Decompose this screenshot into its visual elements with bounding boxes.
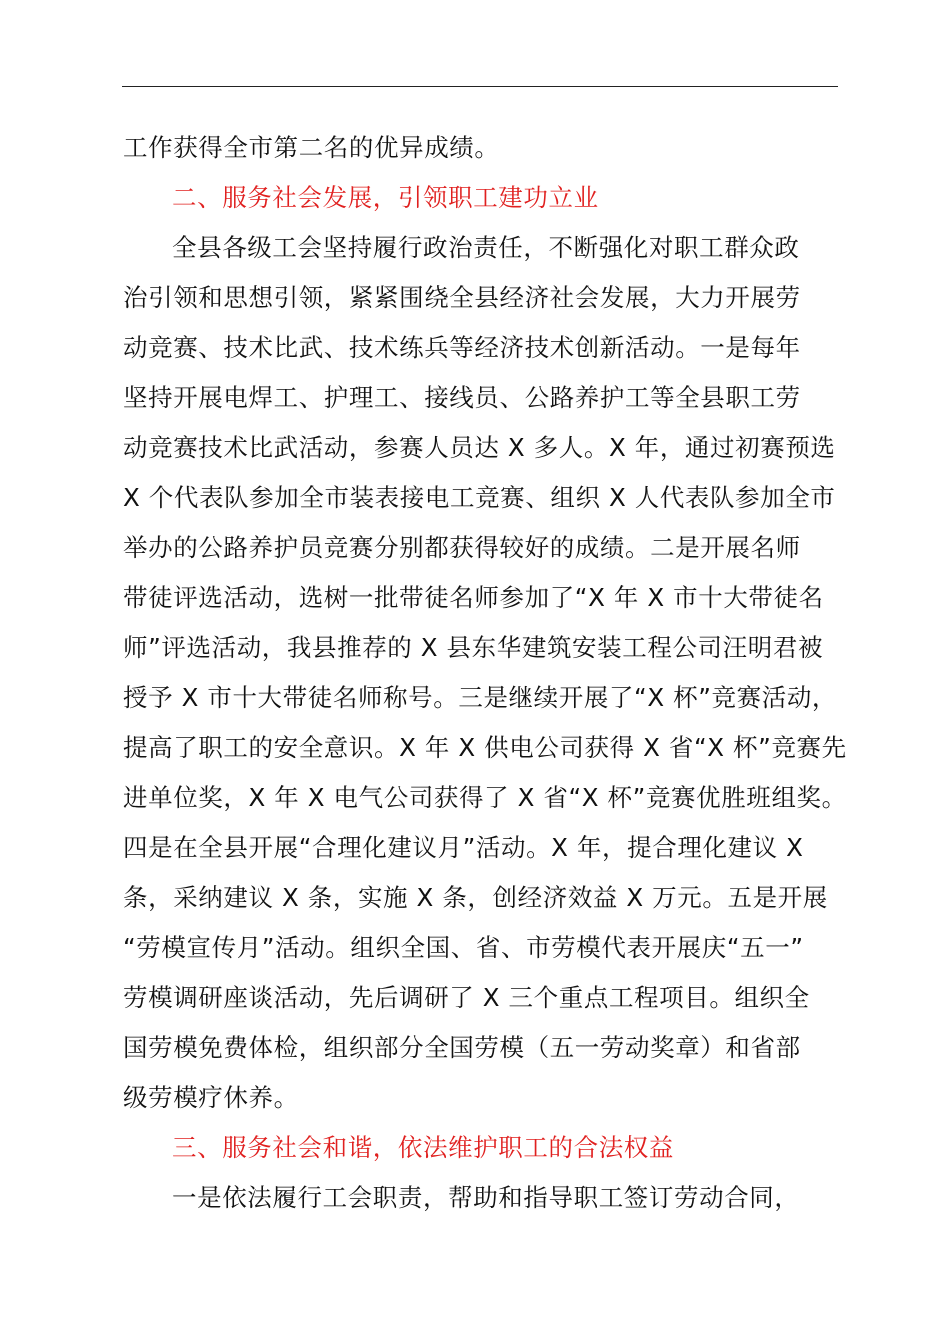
paragraph-line: X 个代表队参加全市装表接电工竞赛、组织 X 人代表队参加全市: [123, 483, 836, 512]
paragraph-line: 进单位奖，X 年 X 电气公司获得了 X 省“X 杯”竞赛优胜班组奖。: [123, 783, 847, 812]
paragraph-line: 坚持开展电焊工、护理工、接线员、公路养护工等全县职工劳: [123, 383, 801, 412]
paragraph-line: 带徒评选活动，选树一批带徒名师参加了“X 年 X 市十大带徒名: [123, 583, 824, 612]
paragraph-line: 条，采纳建议 X 条，实施 X 条，创经济效益 X 万元。五是开展: [123, 883, 828, 912]
section-heading-2: 二、服务社会发展，引领职工建功立业: [172, 183, 599, 212]
paragraph-line: 四是在全县开展“合理化建议月”活动。X 年，提合理化建议 X: [123, 833, 804, 862]
header-rule: [122, 86, 838, 87]
paragraph-line: 劳模调研座谈活动，先后调研了 X 三个重点工程项目。组织全: [123, 983, 810, 1012]
paragraph-line: 授予 X 市十大带徒名师称号。三是继续开展了“X 杯”竞赛活动，: [123, 683, 838, 712]
paragraph-line: 动竞赛技术比武活动，参赛人员达 X 多人。X 年，通过初赛预选: [123, 433, 836, 462]
paragraph-line: 动竞赛、技术比武、技术练兵等经济技术创新活动。一是每年: [123, 333, 801, 362]
paragraph-line: 举办的公路养护员竞赛分别都获得较好的成绩。二是开展名师: [123, 533, 801, 562]
paragraph-line: 一是依法履行工会职责，帮助和指导职工签订劳动合同，: [172, 1183, 800, 1212]
section-heading-3: 三、服务社会和谐，依法维护职工的合法权益: [172, 1133, 674, 1162]
paragraph-line: 级劳模疗休养。: [123, 1083, 299, 1112]
paragraph-line: 提高了职工的安全意识。X 年 X 供电公司获得 X 省“X 杯”竞赛先: [123, 733, 847, 762]
paragraph-line: 治引领和思想引领，紧紧围绕全县经济社会发展，大力开展劳: [123, 283, 801, 312]
paragraph-line: 工作获得全市第二名的优异成绩。: [123, 133, 500, 162]
paragraph-line: 师”评选活动，我县推荐的 X 县东华建筑安装工程公司汪明君被: [123, 633, 824, 662]
paragraph-line: 国劳模免费体检，组织部分全国劳模（五一劳动奖章）和省部: [123, 1033, 801, 1062]
paragraph-line: “劳模宣传月”活动。组织全国、省、市劳模代表开展庆“五一”: [123, 933, 804, 962]
paragraph-line: 全县各级工会坚持履行政治责任，不断强化对职工群众政: [172, 233, 800, 262]
